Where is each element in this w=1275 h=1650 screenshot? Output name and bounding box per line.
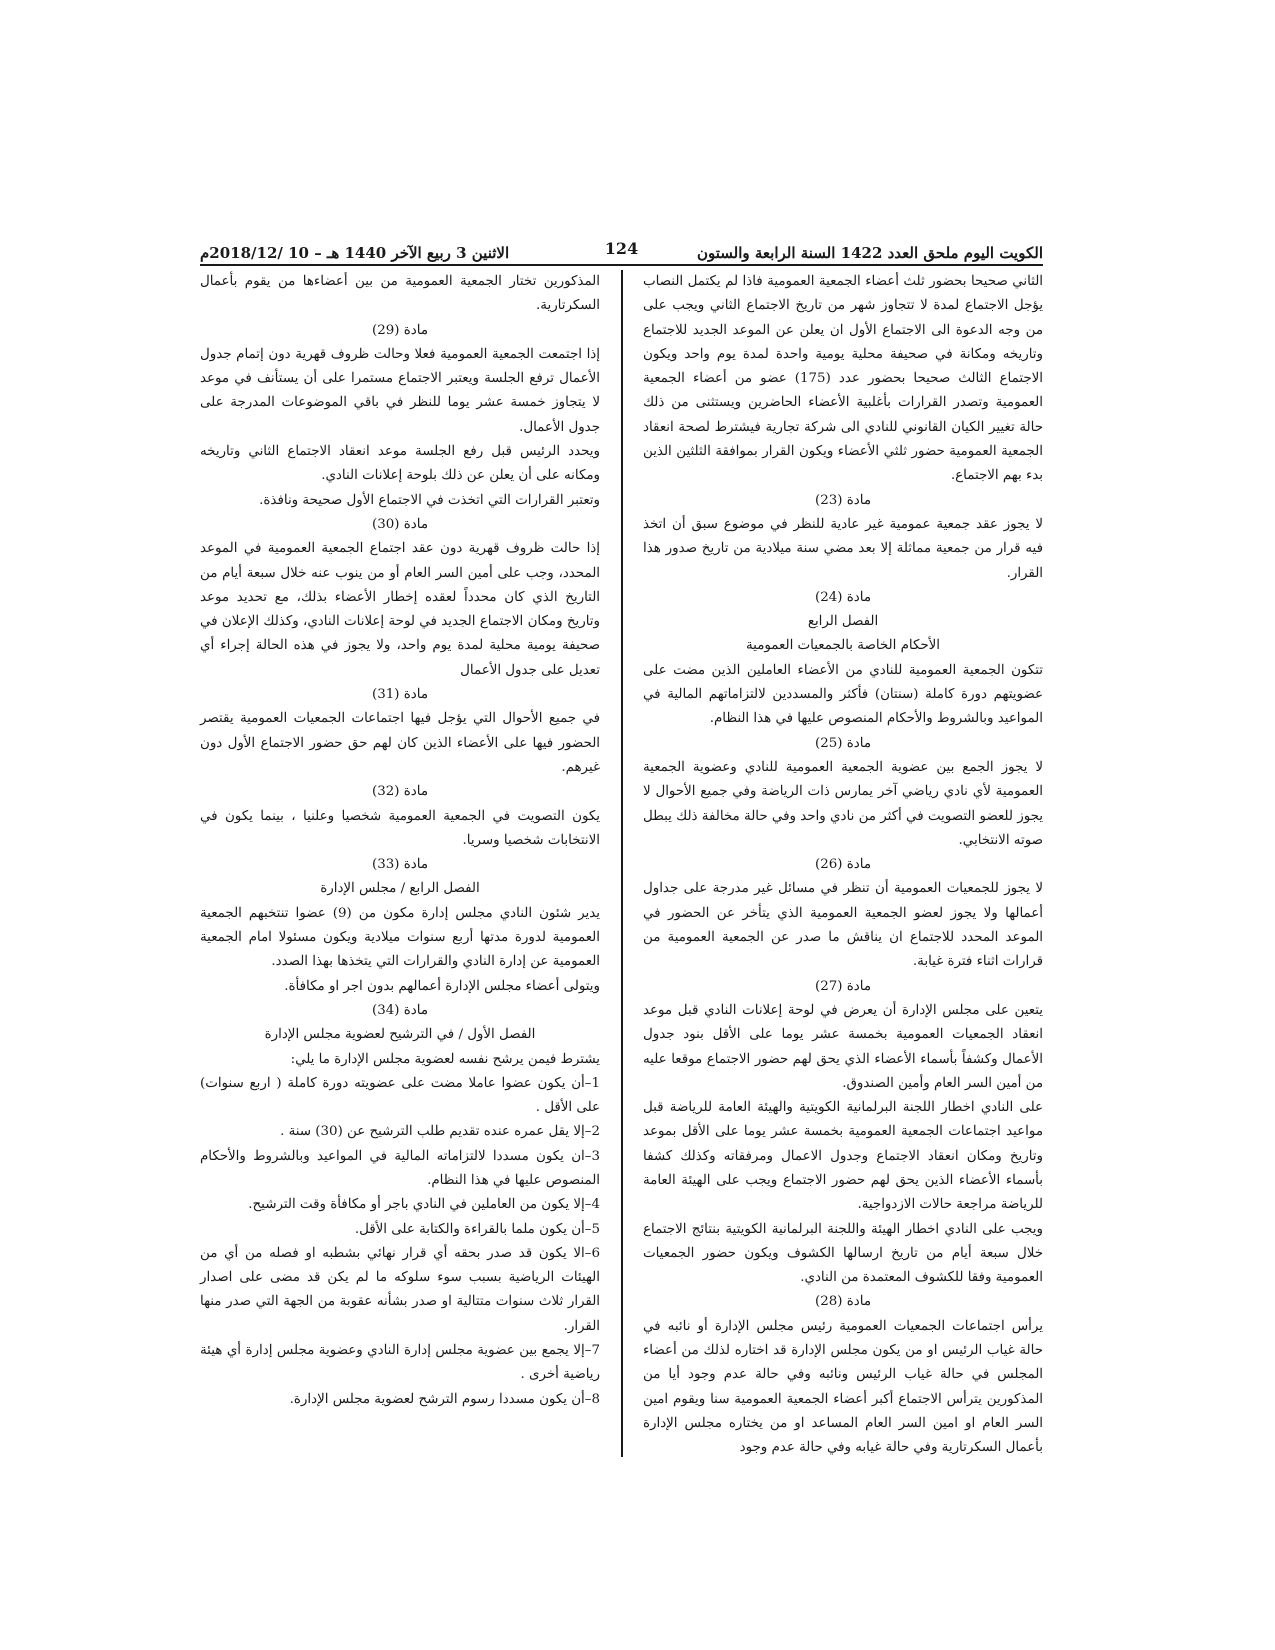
right-column — [643, 270, 1043, 1461]
paragraph: يدير شئون النادي مجلس إدارة مكون من (9) عضوا تنتخبهم الجمعية العمومية لدورة مدتها أربع سنوات ميلادية ويكون مسئولا امام الجمعية العمومية عن إدارة النادي والقرارات التي يتخذها بهذا الصدد. — [200, 905, 600, 970]
article-heading: مادة (23) — [815, 492, 871, 508]
list-item: 2–إلا يقل عمره عنده تقديم طلب الترشيح عن (30) سنة . — [280, 1124, 600, 1140]
article-heading: مادة (33) — [372, 857, 428, 873]
paragraph: تتكون الجمعية العمومية للنادي من الأعضاء العاملين الذين مضت على عضويتهم دورة كاملة (سنتان) فأكثر والمسددين لالتزاماتهم المالية في المواعيد وبالشروط والأحكام المنصوص عليها في هذا النظام. — [643, 662, 1043, 727]
chapter-title: الأحكام الخاصة بالجمعيات العمومية — [745, 638, 940, 654]
paragraph: يكون التصويت في الجمعية العمومية شخصيا وعلنيا ، بينما يكون في الانتخابات شخصيا وسريا. — [200, 808, 600, 848]
chapter-heading: الفصل الرابع — [807, 614, 879, 630]
list-item: 7–إلا يجمع بين عضوية مجلس إدارة النادي وعضوية مجلس إدارة أي هيئة رياضية أخرى . — [200, 1343, 600, 1383]
column-divider — [621, 270, 623, 1457]
paragraph: المذكورين تختار الجمعية العمومية من بين أعضاءها من يقوم بأعمال السكرتارية. — [200, 274, 600, 314]
list-item: 5–أن يكون ملما بالقراءة والكتابة على الأقل. — [354, 1221, 600, 1237]
paragraph: يشترط فيمن يرشح نفسه لعضوية مجلس الإدارة ما يلي: — [290, 1051, 600, 1067]
left-column — [200, 270, 600, 1412]
paragraph: إذا حالت ظروف قهرية دون عقد اجتماع الجمعية العمومية في الموعد المحدد، وجب على أمين السر العام أو من ينوب عنه خلال سبعة أيام من التاريخ الذي كان محدداً لعقده إخطار الأعضاء بذلك، مع تحديد موعد وتاريخ ومكان الاجتماع الجديد في لوحة إعلانات النادي، وكذلك الإعلان في صحيفة يومية محلية لمدة يوم واحد، ولا يجوز في هذه الحالة إجراء أي تعديل على جدول الأعمال — [200, 541, 600, 678]
article-heading: مادة (32) — [372, 784, 428, 800]
paragraph: يتعين على مجلس الإدارة أن يعرض في لوحة إعلانات النادي قبل موعد انعقاد الجمعيات العمومية بخمسة عشر يوما على الأقل بنود جدول الأعمال وكشفاً بأسماء الأعضاء الذي يحق لهم حضور الاجتماع موقعا عليه من أمين السر العام وأمين الصندوق. — [643, 1002, 1043, 1091]
paragraph: على النادي اخطار اللجنة البرلمانية الكويتية والهيئة العامة للرياضة قبل مواعيد اجتماعات الجمعية العمومية بخمسة عشر يوما على الأقل بموعد وتاريخ ومكان انعقاد الاجتماع وجدول الاعمال ومرفقاته وكذلك كشفا بأسماء الأعضاء الذين يحق لهم حضور الاجتماع ويجب على الهيئة العامة للرياضة مراجعة حالات الازدواجية. — [643, 1100, 1043, 1213]
page-header — [200, 232, 1043, 262]
article-heading: مادة (26) — [815, 857, 871, 873]
list-item: 8–أن يكون مسددا رسوم الترشح لعضوية مجلس الإدارة. — [289, 1391, 600, 1407]
article-heading: مادة (25) — [815, 735, 871, 751]
article-heading: مادة (28) — [815, 1294, 871, 1310]
article-heading: مادة (29) — [372, 322, 428, 338]
paragraph: ويجب على النادي اخطار الهيئة واللجنة البرلمانية الكويتية بنتائج الاجتماع خلال سبعة أيام من تاريخ ارسالها الكشوف ويكون حضور الجمعيات العمومية وفقا للكشوف المعتمدة من النادي. — [643, 1221, 1043, 1286]
article-heading: مادة (34) — [372, 1002, 428, 1018]
header-date: الاثنين 3 ربيع الآخر 1440 هـ – 10 /2018/12م — [200, 244, 510, 262]
header-publication: الكويت اليوم ملحق العدد 1422 السنة الرابعة والستون — [697, 244, 1043, 262]
header-rule — [200, 264, 1043, 266]
article-heading: مادة (31) — [372, 687, 428, 703]
article-heading: مادة (24) — [815, 589, 871, 605]
paragraph: الثاني صحيحا بحضور ثلث أعضاء الجمعية العمومية فاذا لم يكتمل النصاب يؤجل الاجتماع لمدة لا تتجاوز شهر من تاريخ الاجتماع الثاني ويجب على من وجه الدعوة الى الاجتماع الأول ان يعلن عن الموعد الجديد للاجتماع وتاريخه ومكانة في صحيفة محلية يومية واحدة لمدة يوم واحد ويكون الاجتماع الثالث صحيحا بحضور عدد (175) عضو من أعضاء الجمعية العمومية وتصدر القرارات بأغلبية الأعضاء الحاضرين ويستثنى من ذلك حالة تغيير الكيان القانوني للنادي الى شركة تجارية فيشترط لصحة انعقاد الجمعية العمومية حضور ثلثي الأعضاء ويكون القرار بموافقة الثلثين الذين بدء بهم الاجتماع. — [643, 274, 1043, 484]
list-item: 3–ان يكون مسددا لالتزاماته المالية في المواعيد وبالشروط والأحكام المنصوص عليها في هذا النظام. — [200, 1148, 600, 1188]
paragraph: ويتولى أعضاء مجلس الإدارة أعمالهم بدون اجر او مكافأة. — [284, 978, 600, 994]
list-item: 1–أن يكون عضوا عاملا مضت على عضويته دورة كاملة ( اربع سنوات) على الأقل . — [200, 1075, 600, 1116]
paragraph: وتعتبر القرارات التي اتخذت في الاجتماع الأول صحيحة ونافذة. — [259, 492, 600, 508]
section-heading: الفصل الأول / في الترشيح لعضوية مجلس الإدارة — [264, 1027, 536, 1043]
chapter-heading: الفصل الرابع / مجلس الإدارة — [320, 881, 480, 897]
list-item: 6–الا يكون قد صدر بحقه أي قرار نهائي بشطبه او فصله من أي من الهيئات الرياضية بسبب سوء سلوكه ما لم يكن قد مضى على اصدار القرار ثلاث سنوات متتالية او صدر بشأنه عقوبة من الجهة التي صدر منها القرار. — [200, 1245, 600, 1334]
paragraph: إذا اجتمعت الجمعية العمومية فعلا وحالت ظروف قهرية دون إتمام جدول الأعمال ترفع الجلسة ويعتبر الاجتماع مستمرا على أن يستأنف في موعد لا يتجاوز خمسة عشر يوما للنظر في باقي الموضوعات المدرجة على جدول الأعمال. — [200, 346, 600, 435]
paragraph: لا يجوز الجمع بين عضوية الجمعية العمومية للنادي وعضوية الجمعية العمومية لأي نادي رياضي آخر يمارس ذات الرياضة وفي جميع الأحوال لا يجوز للعضو التصويت في أكثر من نادي واحد وفي حالة مخالفة ذلك يبطل صوته الانتخابي. — [643, 759, 1043, 848]
paragraph: يرأس اجتماعات الجمعيات العمومية رئيس مجلس الإدارة أو نائبه في حالة غياب الرئيس او من يكون مجلس الإدارة قد اختاره لذلك من أعضاء المجلس في حالة غياب الرئيس ونائبه وفي حالة عدم وجود أيا من المذكورين يترأس الاجتماع أكبر أعضاء الجمعية العمومية سنا ويقوم امين السر العام او امين السر العام المساعد او من يختاره مجلس الإدارة بأعمال السكرتارية وفي حالة غيابه وفي حالة عدم وجود — [643, 1318, 1043, 1456]
paragraph: ويحدد الرئيس قبل رفع الجلسة موعد انعقاد الاجتماع الثاني وتاريخه ومكانه على أن يعلن عن ذلك بلوحة إعلانات النادي. — [200, 444, 600, 484]
gazette-page — [200, 232, 1043, 1457]
page-number: 124 — [604, 239, 639, 258]
paragraph: في جميع الأحوال التي يؤجل فيها اجتماعات الجمعيات العمومية يقتصر الحضور فيها على الأعضاء الذين كان لهم حق حضور الاجتماع الأول دون غيرهم. — [200, 711, 600, 775]
paragraph: لا يجوز عقد جمعية عمومية غير عادية للنظر في موضوع سبق أن اتخذ فيه قرار من جمعية مماثلة إلا بعد مضي سنة ميلادية من تاريخ صدور هذا القرار. — [643, 516, 1043, 581]
article-heading: مادة (30) — [372, 516, 428, 532]
list-item: 4–إلا يكون من العاملين في النادي باجر أو مكافأة وقت الترشيح. — [248, 1197, 600, 1213]
article-heading: مادة (27) — [815, 978, 871, 994]
paragraph: لا يجوز للجمعيات العمومية أن تنظر في مسائل غير مدرجة على جداول أعمالها ولا يجوز لعضو الجمعية العمومية الذي يتأخر عن الحضور في الموعد المحدد للاجتماع ان يناقش ما صدر عن الجمعية العمومية من قرارات اثناء فترة غيابة. — [643, 881, 1043, 970]
